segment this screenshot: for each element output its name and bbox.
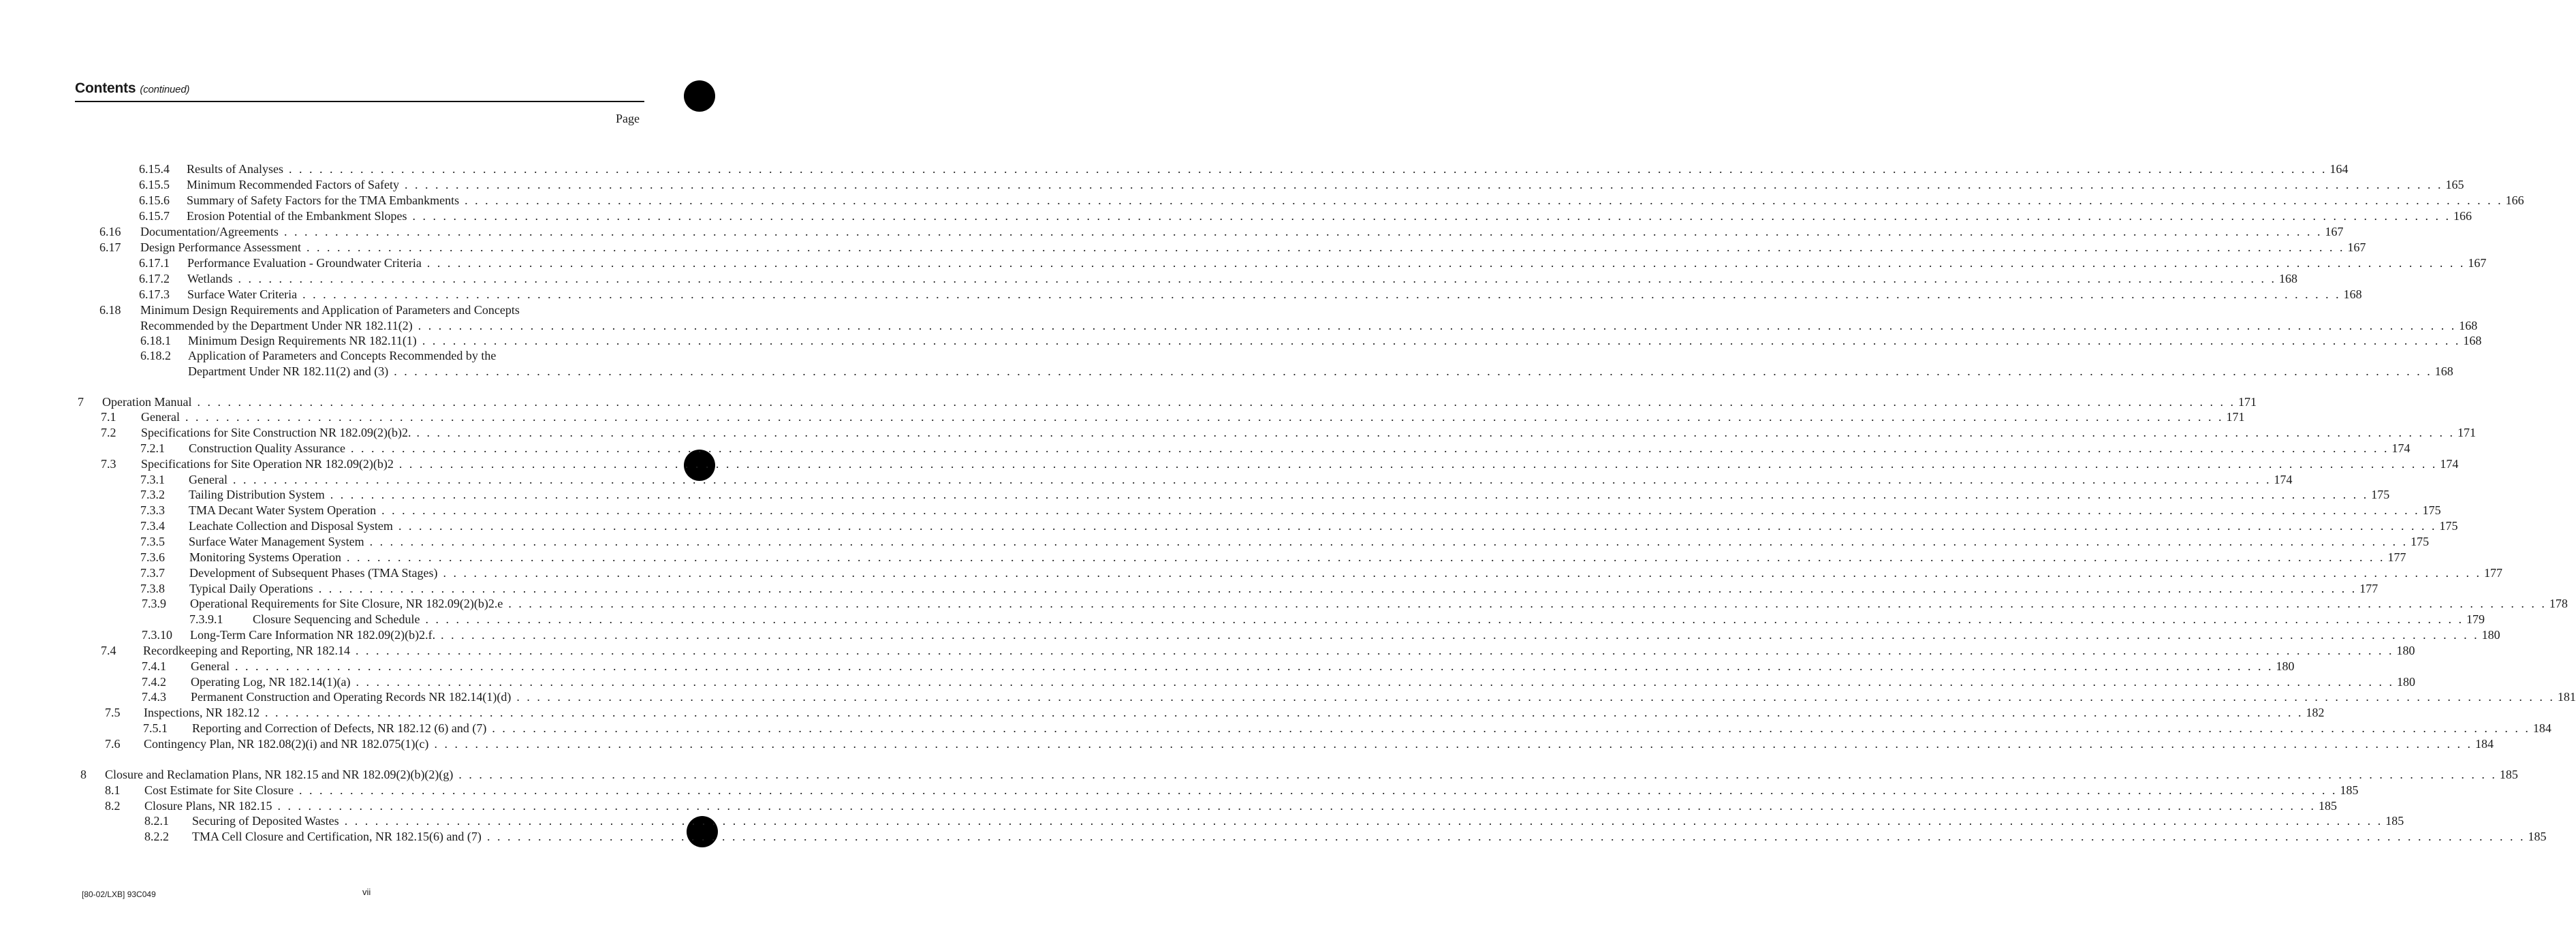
toc-entry-title: Contingency Plan, NR 182.08(2)(i) and NR 182.075(1)(c) [144, 737, 429, 751]
toc-entry-title: Performance Evaluation - Groundwater Criteria [187, 256, 422, 270]
dot-leader: . . . . . . . . . . . . . . . . . . . . . . . . . . . . . . . . . . . . . . . . . . . . . . . . . . . . . . . . . . . . . . . . . . . . . . . . . . . . . . . . . . . . . . . . . . . . . . . . . . . . . . . . . . . . . . . . . . . . . . . . . . . . . . . . . . . . . . . . . . . . . . . . . . . . . . . . . . . . . . . . . . . . . . . . . . . . . . . . . . . . . . . . . . . . . . . . . . . . . . . . [232, 473, 2272, 486]
toc-entry-page: 168 [2343, 287, 2362, 301]
toc-entry[interactable] [187, 255, 2487, 271]
toc-entry-title: Operation Manual [102, 395, 192, 409]
toc-entry-page: 180 [2276, 659, 2295, 673]
toc-entry[interactable] [187, 270, 2298, 287]
dot-leader: . . . . . . . . . . . . . . . . . . . . . . . . . . . . . . . . . . . . . . . . . . . . . . . . . . . . . . . . . . . . . . . . . . . . . . . . . . . . . . . . . . . . . . . . . . . . . . . . . . . . . . . . . . . . . . . . . . . . . . . . . . . . . . . . . . . . . . . . . . . . . . . . . . . . . . . . . . . . . . . . . . . . . . . . . . . . . . . . . . . . . . . . . . . . . . . . . . . . . . . . [356, 675, 2394, 689]
toc-entry-page: 181 [2557, 690, 2576, 704]
toc-entry-page: 174 [2440, 457, 2459, 471]
toc-entry[interactable] [187, 286, 2362, 302]
dot-leader: . . . . . . . . . . . . . . . . . . . . . . . . . . . . . . . . . . . . . . . . . . . . . . . . . . . . . . . . . . . . . . . . . . . . . . . . . . . . . . . . . . . . . . . . . . . . . . . . . . . . . . . . . . . . . . . . . . . . . . . . . . . . . . . . . . . . . . . . . . . . . . . . . . . . . . . . . . . . . . . . . . . . . . . . . . . . . . . . . . . . . . . . . . . . . . . . . . . . . . . . [425, 612, 2464, 626]
toc-entry-title: Permanent Construction and Operating Records NR 182.14(1)(d) [191, 690, 512, 704]
toc-entry-number: 7 [78, 395, 84, 409]
toc-entry-page: 184 [2532, 721, 2551, 735]
toc-entry-title: Recordkeeping and Reporting, NR 182.14 [143, 644, 350, 657]
toc-entry-number: 6.17.1 [139, 256, 170, 270]
toc-entry-number: 8.2.2 [144, 830, 169, 843]
toc-entry-page: 175 [2439, 519, 2458, 533]
toc-entry-number: 7.5 [105, 706, 121, 719]
toc-entry-number: 6.18.1 [140, 334, 171, 347]
dot-leader: . . . . . . . . . . . . . . . . . . . . . . . . . . . . . . . . . . . . . . . . . . . . . . . . . . . . . . . . . . . . . . . . . . . . . . . . . . . . . . . . . . . . . . . . . . . . . . . . . . . . . . . . . . . . . . . . . . . . . . . . . . . . . . . . . . . . . . . . . . . . . . . . . . . . . . . . . . . . . . . . . . . . . . . . . . . . . . . . . . . . . . . . . . . . . . . . . . . . . . . . [369, 535, 2408, 548]
toc-entry-title: Summary of Safety Factors for the TMA Embankments [187, 193, 460, 207]
toc-entry[interactable] [191, 689, 2576, 705]
toc-entry-number: 8.2.1 [144, 814, 169, 828]
dot-leader: . . . . . . . . . . . . . . . . . . . . . . . . . . . . . . . . . . . . . . . . . . . . . . . . . . . . . . . . . . . . . . . . . . . . . . . . . . . . . . . . . . . . . . . . . . . . . . . . . . . . . . . . . . . . . . . . . . . . . . . . . . . . . . . . . . . . . . . . . . . . . . . . . . . . . . . . . . . . . . . . . . . . . . . . . . . . . . . . . . . . . . . . . . . . . . . . . . . . . . . . [238, 272, 2277, 285]
toc-entry[interactable] [189, 533, 2430, 550]
toc-entry-title: Inspections, NR 182.12 [144, 706, 260, 719]
toc-entry[interactable] [192, 828, 2547, 845]
toc-entry-title: Closure Sequencing and Schedule [253, 612, 420, 626]
toc-entry-title: General [189, 473, 227, 486]
toc-entry-title: Monitoring Systems Operation [189, 550, 341, 564]
dot-leader: . . . . . . . . . . . . . . . . . . . . . . . . . . . . . . . . . . . . . . . . . . . . . . . . . . . . . . . . . . . . . . . . . . . . . . . . . . . . . . . . . . . . . . . . . . . . . . . . . . . . . . . . . . . . . . . . . . . . . . . . . . . . . . . . . . . . . . . . . . . . . . . . . . . . . . . . . . . . . . . . . . . . . . . . . . . . . . . . . . . . . . . . . . . . . . . . . . . . . . . . [404, 178, 2443, 191]
toc-entry-title: Specifications for Site Construction NR 182.09(2)(b)2. [141, 426, 411, 439]
toc-entry-page: 178 [2549, 597, 2568, 610]
toc-entry-page: 179 [2466, 612, 2485, 626]
toc-entry[interactable] [192, 813, 2404, 829]
toc-entry-page: 174 [2274, 473, 2293, 486]
dot-leader: . . . . . . . . . . . . . . . . . . . . . . . . . . . . . . . . . . . . . . . . . . . . . . . . . . . . . . . . . . . . . . . . . . . . . . . . . . . . . . . . . . . . . . . . . . . . . . . . . . . . . . . . . . . . . . . . . . . . . . . . . . . . . . . . . . . . . . . . . . . . . . . . . . . . . . . . . . . . . . . . . . . . . . . . . . . . . . . . . . . . . . . . . . . . . . . . . . . . . . . . [398, 519, 2437, 533]
toc-entry-title[interactable]: Application of Parameters and Concepts Recommended by the [188, 349, 497, 362]
toc-entry[interactable] [187, 161, 2349, 177]
dot-leader: . . . . . . . . . . . . . . . . . . . . . . . . . . . . . . . . . . . . . . . . . . . . . . . . . . . . . . . . . . . . . . . . . . . . . . . . . . . . . . . . . . . . . . . . . . . . . . . . . . . . . . . . . . . . . . . . . . . . . . . . . . . . . . . . . . . . . . . . . . . . . . . . . . . . . . . . . . . . . . . . . . . . . . . . . . . . . . . . . . . . . . . . . . . . . . . . . . . . . . . . [465, 193, 2503, 207]
toc-entry[interactable] [187, 192, 2524, 208]
toc-entry-title: General [191, 659, 230, 673]
toc-entry[interactable] [144, 704, 2325, 721]
dot-leader: . . . . . . . . . . . . . . . . . . . . . . . . . . . . . . . . . . . . . . . . . . . . . . . . . . . . . . . . . . . . . . . . . . . . . . . . . . . . . . . . . . . . . . . . . . . . . . . . . . . . . . . . . . . . . . . . . . . . . . . . . . . . . . . . . . . . . . . . . . . . . . . . . . . . . . . . . . . . . . . . . . . . . . . . . . . . . . . . . . . . . . . . . . . . . . . . . . . . . . . . [318, 582, 2357, 595]
toc-entry-title: Operating Log, NR 182.14(1)(a) [191, 675, 351, 689]
toc-entry-title: Surface Water Management System [189, 535, 364, 548]
toc-entry-page: 185 [2319, 799, 2338, 813]
toc-entry-title: Construction Quality Assurance [189, 441, 345, 455]
toc-entry-number: 7.3.9.1 [189, 612, 223, 626]
toc-entry-number: 6.17 [99, 240, 121, 254]
toc-entry[interactable] [141, 424, 2476, 441]
toc-entry-number: 6.17.3 [139, 287, 170, 301]
toc-entry-number: 7.3.1 [140, 473, 165, 486]
toc-entry-number: 6.17.2 [139, 272, 170, 285]
dot-leader: . . . . . . . . . . . . . . . . . . . . . . . . . . . . . . . . . . . . . . . . . . . . . . . . . . . . . . . . . . . . . . . . . . . . . . . . . . . . . . . . . . . . . . . . . . . . . . . . . . . . . . . . . . . . . . . . . . . . . . . . . . . . . . . . . . . . . . . . . . . . . . . . . . . . . . . . . . . . . . . . . . . . . . . . . . . . . . . . . . . . . . . . . . . . . . . . . . . . . . . . [398, 457, 2438, 471]
dot-leader: . . . . . . . . . . . . . . . . . . . . . . . . . . . . . . . . . . . . . . . . . . . . . . . . . . . . . . . . . . . . . . . . . . . . . . . . . . . . . . . . . . . . . . . . . . . . . . . . . . . . . . . . . . . . . . . . . . . . . . . . . . . . . . . . . . . . . . . . . . . . . . . . . . . . . . . . . . . . . . . . . . . . . . . . . . . . . . . . . . . . . . . . . . . . . . . . . . . . . . . . [416, 426, 2455, 439]
toc-entry-number: 7.6 [105, 737, 121, 751]
toc-entry-page: 175 [2371, 488, 2390, 501]
toc-entry-number: 6.15.7 [139, 209, 170, 223]
toc-entry-page: 184 [2475, 737, 2494, 751]
toc-entry[interactable] [105, 766, 2518, 783]
toc-entry[interactable] [189, 518, 2458, 534]
page-number: vii [362, 887, 371, 897]
toc-entry-page: 174 [2391, 441, 2410, 455]
toc-entry-number: 8.2 [105, 799, 121, 813]
header-rule [75, 101, 644, 102]
toc-entry-page: 171 [2237, 395, 2257, 409]
toc-entry-title: Cost Estimate for Site Closure [144, 783, 294, 797]
toc-entry-title: TMA Decant Water System Operation [189, 503, 377, 517]
page-title [75, 80, 189, 97]
dot-leader: . . . . . . . . . . . . . . . . . . . . . . . . . . . . . . . . . . . . . . . . . . . . . . . . . . . . . . . . . . . . . . . . . . . . . . . . . . . . . . . . . . . . . . . . . . . . . . . . . . . . . . . . . . . . . . . . . . . . . . . . . . . . . . . . . . . . . . . . . . . . . . . . . . . . . . . . . . . . . . . . . . . . . . . . . . . . . . . . . . . . . . . . . . . . . . . . . . . . . . . . [508, 597, 2547, 610]
toc-entry[interactable] [102, 394, 2257, 410]
toc-entry-title: Operational Requirements for Site Closure, NR 182.09(2)(b)2.e [190, 597, 503, 610]
toc-entry-page: 185 [2340, 783, 2359, 797]
toc-entry-title: Long-Term Care Information NR 182.09(2)(b)2.f. [190, 628, 436, 642]
toc-entry[interactable] [188, 363, 2453, 379]
toc-entry-title: Design Performance Assessment [140, 240, 301, 254]
toc-entry-number: 8.1 [105, 783, 121, 797]
toc-entry[interactable] [189, 549, 2406, 565]
toc-entry-number: 7.2 [101, 426, 116, 439]
dot-leader: . . . . . . . . . . . . . . . . . . . . . . . . . . . . . . . . . . . . . . . . . . . . . . . . . . . . . . . . . . . . . . . . . . . . . . . . . . . . . . . . . . . . . . . . . . . . . . . . . . . . . . . . . . . . . . . . . . . . . . . . . . . . . . . . . . . . . . . . . . . . . . . . . . . . . . . . . . . . . . . . . . . . . . . . . . . . . . . . . . . . . . . . . . . . . . . . . . . . . . . . [412, 209, 2451, 223]
toc-entry[interactable] [191, 674, 2415, 690]
toc-entry[interactable] [141, 456, 2459, 472]
toc-entry-page: 177 [2359, 582, 2378, 595]
dot-leader: . . . . . . . . . . . . . . . . . . . . . . . . . . . . . . . . . . . . . . . . . . . . . . . . . . . . . . . . . . . . . . . . . . . . . . . . . . . . . . . . . . . . . . . . . . . . . . . . . . . . . . . . . . . . . . . . . . . . . . . . . . . . . . . . . . . . . . . . . . . . . . . . . . . . . . . . . . . . . . . . . . . . . . . . . . . . . . . . . . . . . . . . . . . . . . . . . . . . . . . . [330, 488, 2369, 501]
dot-leader: . . . . . . . . . . . . . . . . . . . . . . . . . . . . . . . . . . . . . . . . . . . . . . . . . . . . . . . . . . . . . . . . . . . . . . . . . . . . . . . . . . . . . . . . . . . . . . . . . . . . . . . . . . . . . . . . . . . . . . . . . . . . . . . . . . . . . . . . . . . . . . . . . . . . . . . . . . . . . . . . . . . . . . . . . . . . . . . . . . . . . . . . . . . . . . . . . . . . . . . . [381, 503, 2420, 517]
toc-entry-number: 6.15.4 [139, 162, 170, 176]
toc-entry-title: Erosion Potential of the Embankment Slopes [187, 209, 407, 223]
toc-entry-title: Leachate Collection and Disposal System [189, 519, 393, 533]
toc-entry[interactable] [187, 176, 2464, 193]
toc-entry-number: 6.16 [99, 225, 121, 238]
toc-entry-page: 180 [2396, 675, 2415, 689]
toc-entry[interactable] [191, 658, 2295, 674]
toc-entry-number: 7.3 [101, 457, 116, 471]
toc-entry-page: 168 [2434, 364, 2453, 378]
dot-leader: . . . . . . . . . . . . . . . . . . . . . . . . . . . . . . . . . . . . . . . . . . . . . . . . . . . . . . . . . . . . . . . . . . . . . . . . . . . . . . . . . . . . . . . . . . . . . . . . . . . . . . . . . . . . . . . . . . . . . . . . . . . . . . . . . . . . . . . . . . . . . . . . . . . . . . . . . . . . . . . . . . . . . . . . . . . . . . . . . . . . . . . . . . . . . . . . . . . . . . . . [234, 659, 2274, 673]
toc-entry-page: 166 [2505, 193, 2524, 207]
toc-entry-page: 180 [2481, 628, 2500, 642]
toc-entry[interactable] [190, 595, 2568, 612]
toc-entry-title: Reporting and Correction of Defects, NR 182.12 (6) and (7) [192, 721, 487, 735]
toc-entry-title: Minimum Recommended Factors of Safety [187, 178, 399, 191]
toc-entry-title: TMA Cell Closure and Certification, NR 182.15(6) and (7) [192, 830, 482, 843]
toc-entry[interactable] [189, 486, 2390, 503]
dot-leader: . . . . . . . . . . . . . . . . . . . . . . . . . . . . . . . . . . . . . . . . . . . . . . . . . . . . . . . . . . . . . . . . . . . . . . . . . . . . . . . . . . . . . . . . . . . . . . . . . . . . . . . . . . . . . . . . . . . . . . . . . . . . . . . . . . . . . . . . . . . . . . . . . . . . . . . . . . . . . . . . . . . . . . . . . . . . . . . . . . . . . . . . . . . . . . . . . . . . . . . . [443, 566, 2481, 580]
toc-entry[interactable] [189, 502, 2441, 518]
toc-entry-title: Development of Subsequent Phases (TMA Stages) [189, 566, 438, 580]
toc-entry-page: 175 [2422, 503, 2441, 517]
toc-entry-number: 6.18 [99, 303, 121, 317]
toc-entry[interactable] [144, 798, 2338, 814]
toc-entry-number: 8 [80, 768, 87, 781]
toc-entry[interactable] [187, 208, 2472, 224]
toc-entry-number: 7.4 [101, 644, 116, 657]
toc-entry-title: Results of Analyses [187, 162, 283, 176]
toc-entry[interactable] [140, 239, 2366, 255]
toc-entry-title: Surface Water Criteria [187, 287, 298, 301]
toc-entry[interactable] [188, 332, 2482, 349]
toc-entry-title[interactable]: Minimum Design Requirements and Application of Parameters and Concepts [140, 303, 520, 317]
title-text: Contents [75, 80, 136, 96]
toc-entry-title: General [141, 410, 180, 424]
toc-entry-number: 7.3.5 [140, 535, 165, 548]
toc-entry-page: 185 [2385, 814, 2404, 828]
toc-entry-page: 175 [2410, 535, 2430, 548]
toc-entry-title: Minimum Design Requirements NR 182.11(1) [188, 334, 417, 347]
toc-entry[interactable] [144, 782, 2359, 798]
dot-leader: . . . . . . . . . . . . . . . . . . . . . . . . . . . . . . . . . . . . . . . . . . . . . . . . . . . . . . . . . . . . . . . . . . . . . . . . . . . . . . . . . . . . . . . . . . . . . . . . . . . . . . . . . . . . . . . . . . . . . . . . . . . . . . . . . . . . . . . . . . . . . . . . . . . . . . . . . . . . . . . . . . . . . . . . . . . . . . . . . . . . . . . . . . . . . . . . . . . . . . . . [344, 814, 2383, 828]
document-code: [80-02/LXB] 93C049 [82, 890, 156, 899]
toc-entry-number: 7.3.10 [142, 628, 172, 642]
dot-leader: . . . . . . . . . . . . . . . . . . . . . . . . . . . . . . . . . . . . . . . . . . . . . . . . . . . . . . . . . . . . . . . . . . . . . . . . . . . . . . . . . . . . . . . . . . . . . . . . . . . . . . . . . . . . . . . . . . . . . . . . . . . . . . . . . . . . . . . . . . . . . . . . . . . . . . . . . . . . . . . . . . . . . . . . . . . . . . . . . . . . . . . . . . . . . . . . . . . . . . . . [302, 287, 2341, 301]
toc-entry-number: 7.1 [101, 410, 116, 424]
toc-entry-number: 7.2.1 [140, 441, 165, 455]
title-continued: (continued) [140, 84, 190, 95]
toc-entry-title: Wetlands [187, 272, 233, 285]
dot-leader: . . . . . . . . . . . . . . . . . . . . . . . . . . . . . . . . . . . . . . . . . . . . . . . . . . . . . . . . . . . . . . . . . . . . . . . . . . . . . . . . . . . . . . . . . . . . . . . . . . . . . . . . . . . . . . . . . . . . . . . . . . . . . . . . . . . . . . . . . . . . . . . . . . . . . . . . . . . . . . . . . . . . . . . . . . . . . . . . . . . . . . . . . . . . . . . . . . . . . . . . [418, 319, 2457, 332]
toc-entry-title: Closure and Reclamation Plans, NR 182.15 and NR 182.09(2)(b)(2)(g) [105, 768, 454, 781]
toc-entry[interactable] [140, 223, 2344, 240]
toc-entry-title: Securing of Deposited Wastes [192, 814, 339, 828]
dot-leader: . . . . . . . . . . . . . . . . . . . . . . . . . . . . . . . . . . . . . . . . . . . . . . . . . . . . . . . . . . . . . . . . . . . . . . . . . . . . . . . . . . . . . . . . . . . . . . . . . . . . . . . . . . . . . . . . . . . . . . . . . . . . . . . . . . . . . . . . . . . . . . . . . . . . . . . . . . . . . . . . . . . . . . . . . . . . . . . . . . . . . . . . . . . . . . . . . . . . . . . . [197, 395, 2235, 409]
dot-leader: . . . . . . . . . . . . . . . . . . . . . . . . . . . . . . . . . . . . . . . . . . . . . . . . . . . . . . . . . . . . . . . . . . . . . . . . . . . . . . . . . . . . . . . . . . . . . . . . . . . . . . . . . . . . . . . . . . . . . . . . . . . . . . . . . . . . . . . . . . . . . . . . . . . . . . . . . . . . . . . . . . . . . . . . . . . . . . . . . . . . . . . . . . . . . . . . . . . . . . . . [355, 644, 2394, 657]
toc-entry-title: Typical Daily Operations [189, 582, 313, 595]
toc-entry-number: 6.15.5 [139, 178, 170, 191]
toc-entry-title-continued: Recommended by the Department Under NR 182.11(2) [140, 319, 413, 332]
toc-entry-page: 177 [2387, 550, 2406, 564]
toc-entry-page: 180 [2396, 644, 2415, 657]
toc-entry[interactable] [189, 565, 2502, 581]
toc-entry[interactable] [190, 627, 2500, 643]
toc-entry[interactable] [253, 611, 2485, 627]
dot-leader: . . . . . . . . . . . . . . . . . . . . . . . . . . . . . . . . . . . . . . . . . . . . . . . . . . . . . . . . . . . . . . . . . . . . . . . . . . . . . . . . . . . . . . . . . . . . . . . . . . . . . . . . . . . . . . . . . . . . . . . . . . . . . . . . . . . . . . . . . . . . . . . . . . . . . . . . . . . . . . . . . . . . . . . . . . . . . . . . . . . . . . . . . . . . . . . . . . . . . . . . [306, 240, 2345, 254]
dot-leader: . . . . . . . . . . . . . . . . . . . . . . . . . . . . . . . . . . . . . . . . . . . . . . . . . . . . . . . . . . . . . . . . . . . . . . . . . . . . . . . . . . . . . . . . . . . . . . . . . . . . . . . . . . . . . . . . . . . . . . . . . . . . . . . . . . . . . . . . . . . . . . . . . . . . . . . . . . . . . . . . . . . . . . . . . . . . . . . . . . . . . . . . . . . . . . . . . . . . . . . . [458, 768, 2497, 781]
toc-entry-page: 168 [2279, 272, 2298, 285]
toc-entry-title: Tailing Distribution System [189, 488, 325, 501]
toc-entry-number: 7.3.4 [140, 519, 165, 533]
toc-entry-page: 171 [2457, 426, 2476, 439]
dot-leader: . . . . . . . . . . . . . . . . . . . . . . . . . . . . . . . . . . . . . . . . . . . . . . . . . . . . . . . . . . . . . . . . . . . . . . . . . . . . . . . . . . . . . . . . . . . . . . . . . . . . . . . . . . . . . . . . . . . . . . . . . . . . . . . . . . . . . . . . . . . . . . . . . . . . . . . . . . . . . . . . . . . . . . . . . . . . . . . . . . . . . . . . . . . . . . . . . . . . . . . . [277, 799, 2316, 813]
toc-entry[interactable] [144, 736, 2494, 752]
toc-entry-title-continued: Department Under NR 182.11(2) and (3) [188, 364, 389, 378]
dot-leader: . . . . . . . . . . . . . . . . . . . . . . . . . . . . . . . . . . . . . . . . . . . . . . . . . . . . . . . . . . . . . . . . . . . . . . . . . . . . . . . . . . . . . . . . . . . . . . . . . . . . . . . . . . . . . . . . . . . . . . . . . . . . . . . . . . . . . . . . . . . . . . . . . . . . . . . . . . . . . . . . . . . . . . . . . . . . . . . . . . . . . . . . . . . . . . . . . . . . . . . . [486, 830, 2526, 843]
toc-entry-number: 6.18.2 [140, 349, 171, 362]
punch-hole-top [684, 80, 715, 112]
toc-entry[interactable] [189, 580, 2378, 597]
dot-leader: . . . . . . . . . . . . . . . . . . . . . . . . . . . . . . . . . . . . . . . . . . . . . . . . . . . . . . . . . . . . . . . . . . . . . . . . . . . . . . . . . . . . . . . . . . . . . . . . . . . . . . . . . . . . . . . . . . . . . . . . . . . . . . . . . . . . . . . . . . . . . . . . . . . . . . . . . . . . . . . . . . . . . . . . . . . . . . . . . . . . . . . . . . . . . . . . . . . . . . . . [265, 706, 2304, 719]
toc-entry-page: 185 [2528, 830, 2547, 843]
toc-entry-number: 6.15.6 [139, 193, 170, 207]
toc-entry-page: 167 [2347, 240, 2366, 254]
dot-leader: . . . . . . . . . . . . . . . . . . . . . . . . . . . . . . . . . . . . . . . . . . . . . . . . . . . . . . . . . . . . . . . . . . . . . . . . . . . . . . . . . . . . . . . . . . . . . . . . . . . . . . . . . . . . . . . . . . . . . . . . . . . . . . . . . . . . . . . . . . . . . . . . . . . . . . . . . . . . . . . . . . . . . . . . . . . . . . . . . . . . . . . . . . . . . . . . . . . . . . . . [283, 225, 2323, 238]
dot-leader: . . . . . . . . . . . . . . . . . . . . . . . . . . . . . . . . . . . . . . . . . . . . . . . . . . . . . . . . . . . . . . . . . . . . . . . . . . . . . . . . . . . . . . . . . . . . . . . . . . . . . . . . . . . . . . . . . . . . . . . . . . . . . . . . . . . . . . . . . . . . . . . . . . . . . . . . . . . . . . . . . . . . . . . . . . . . . . . . . . . . . . . . . . . . . . . . . . . . . . . . [492, 721, 2530, 735]
toc-entry-page: 185 [2499, 768, 2518, 781]
toc-entry-page: 182 [2306, 706, 2325, 719]
toc-entry-number: 7.3.3 [140, 503, 165, 517]
toc-entry-number: 7.5.1 [143, 721, 168, 735]
toc-entry-page: 167 [2325, 225, 2344, 238]
toc-entry-page: 171 [2226, 410, 2245, 424]
toc-entry-number: 7.3.2 [140, 488, 165, 501]
dot-leader: . . . . . . . . . . . . . . . . . . . . . . . . . . . . . . . . . . . . . . . . . . . . . . . . . . . . . . . . . . . . . . . . . . . . . . . . . . . . . . . . . . . . . . . . . . . . . . . . . . . . . . . . . . . . . . . . . . . . . . . . . . . . . . . . . . . . . . . . . . . . . . . . . . . . . . . . . . . . . . . . . . . . . . . . . . . . . . . . . . . . . . . . . . . . . . . . . . . . . . . . [289, 162, 2327, 176]
toc-entry-page: 167 [2468, 256, 2487, 270]
toc-entry-number: 7.4.1 [142, 659, 166, 673]
dot-leader: . . . . . . . . . . . . . . . . . . . . . . . . . . . . . . . . . . . . . . . . . . . . . . . . . . . . . . . . . . . . . . . . . . . . . . . . . . . . . . . . . . . . . . . . . . . . . . . . . . . . . . . . . . . . . . . . . . . . . . . . . . . . . . . . . . . . . . . . . . . . . . . . . . . . . . . . . . . . . . . . . . . . . . . . . . . . . . . . . . . . . . . . . . . . . . . . . . . . . . . . [350, 441, 2389, 455]
toc-entry-page: 177 [2483, 566, 2502, 580]
toc-entry[interactable] [189, 440, 2410, 456]
toc-entry-number: 7.3.6 [140, 550, 165, 564]
dot-leader: . . . . . . . . . . . . . . . . . . . . . . . . . . . . . . . . . . . . . . . . . . . . . . . . . . . . . . . . . . . . . . . . . . . . . . . . . . . . . . . . . . . . . . . . . . . . . . . . . . . . . . . . . . . . . . . . . . . . . . . . . . . . . . . . . . . . . . . . . . . . . . . . . . . . . . . . . . . . . . . . . . . . . . . . . . . . . . . . . . . . . . . . . . . . . . . . . . . . . . . . [347, 550, 2385, 564]
toc-entry-title: Specifications for Site Operation NR 182.09(2)(b)2 [141, 457, 394, 471]
toc-entry-number: 7.4.2 [142, 675, 166, 689]
dot-leader: . . . . . . . . . . . . . . . . . . . . . . . . . . . . . . . . . . . . . . . . . . . . . . . . . . . . . . . . . . . . . . . . . . . . . . . . . . . . . . . . . . . . . . . . . . . . . . . . . . . . . . . . . . . . . . . . . . . . . . . . . . . . . . . . . . . . . . . . . . . . . . . . . . . . . . . . . . . . . . . . . . . . . . . . . . . . . . . . . . . . . . . . . . . . . . . . . . . . . . . . [422, 334, 2461, 347]
dot-leader: . . . . . . . . . . . . . . . . . . . . . . . . . . . . . . . . . . . . . . . . . . . . . . . . . . . . . . . . . . . . . . . . . . . . . . . . . . . . . . . . . . . . . . . . . . . . . . . . . . . . . . . . . . . . . . . . . . . . . . . . . . . . . . . . . . . . . . . . . . . . . . . . . . . . . . . . . . . . . . . . . . . . . . . . . . . . . . . . . . . . . . . . . . . . . . . . . . . . . . . . [441, 628, 2479, 642]
toc-entry-page: 168 [2459, 319, 2478, 332]
dot-leader: . . . . . . . . . . . . . . . . . . . . . . . . . . . . . . . . . . . . . . . . . . . . . . . . . . . . . . . . . . . . . . . . . . . . . . . . . . . . . . . . . . . . . . . . . . . . . . . . . . . . . . . . . . . . . . . . . . . . . . . . . . . . . . . . . . . . . . . . . . . . . . . . . . . . . . . . . . . . . . . . . . . . . . . . . . . . . . . . . . . . . . . . . . . . . . . . . . . . . . . . [434, 737, 2472, 751]
toc-entry-title: Closure Plans, NR 182.15 [144, 799, 272, 813]
toc-entry[interactable] [189, 471, 2293, 488]
toc-entry[interactable] [141, 409, 2245, 425]
dot-leader: . . . . . . . . . . . . . . . . . . . . . . . . . . . . . . . . . . . . . . . . . . . . . . . . . . . . . . . . . . . . . . . . . . . . . . . . . . . . . . . . . . . . . . . . . . . . . . . . . . . . . . . . . . . . . . . . . . . . . . . . . . . . . . . . . . . . . . . . . . . . . . . . . . . . . . . . . . . . . . . . . . . . . . . . . . . . . . . . . . . . . . . . . . . . . . . . . . . . . . . . [185, 410, 2224, 424]
dot-leader: . . . . . . . . . . . . . . . . . . . . . . . . . . . . . . . . . . . . . . . . . . . . . . . . . . . . . . . . . . . . . . . . . . . . . . . . . . . . . . . . . . . . . . . . . . . . . . . . . . . . . . . . . . . . . . . . . . . . . . . . . . . . . . . . . . . . . . . . . . . . . . . . . . . . . . . . . . . . . . . . . . . . . . . . . . . . . . . . . . . . . . . . . . . . . . . . . . . . . . . . [298, 783, 2338, 797]
toc-entry[interactable] [192, 720, 2551, 736]
toc-entry-page: 164 [2329, 162, 2349, 176]
toc-entry-page: 168 [2463, 334, 2482, 347]
toc-entry-title: Documentation/Agreements [140, 225, 279, 238]
toc-entry-number: 7.4.3 [142, 690, 166, 704]
toc-entry-page: 165 [2445, 178, 2464, 191]
dot-leader: . . . . . . . . . . . . . . . . . . . . . . . . . . . . . . . . . . . . . . . . . . . . . . . . . . . . . . . . . . . . . . . . . . . . . . . . . . . . . . . . . . . . . . . . . . . . . . . . . . . . . . . . . . . . . . . . . . . . . . . . . . . . . . . . . . . . . . . . . . . . . . . . . . . . . . . . . . . . . . . . . . . . . . . . . . . . . . . . . . . . . . . . . . . . . . . . . . . . . . . . [394, 364, 2432, 378]
page-column-label: Page [616, 112, 640, 125]
dot-leader: . . . . . . . . . . . . . . . . . . . . . . . . . . . . . . . . . . . . . . . . . . . . . . . . . . . . . . . . . . . . . . . . . . . . . . . . . . . . . . . . . . . . . . . . . . . . . . . . . . . . . . . . . . . . . . . . . . . . . . . . . . . . . . . . . . . . . . . . . . . . . . . . . . . . . . . . . . . . . . . . . . . . . . . . . . . . . . . . . . . . . . . . . . . . . . . . . . . . . . . . [516, 690, 2555, 704]
toc-entry-number: 7.3.7 [140, 566, 165, 580]
dot-leader: . . . . . . . . . . . . . . . . . . . . . . . . . . . . . . . . . . . . . . . . . . . . . . . . . . . . . . . . . . . . . . . . . . . . . . . . . . . . . . . . . . . . . . . . . . . . . . . . . . . . . . . . . . . . . . . . . . . . . . . . . . . . . . . . . . . . . . . . . . . . . . . . . . . . . . . . . . . . . . . . . . . . . . . . . . . . . . . . . . . . . . . . . . . . . . . . . . . . . . . . [426, 256, 2466, 270]
toc-entry-number: 7.3.9 [142, 597, 166, 610]
toc-entry-page: 166 [2453, 209, 2472, 223]
toc-entry[interactable] [143, 642, 2415, 659]
toc-entry[interactable] [140, 317, 2478, 334]
toc-entry-number: 7.3.8 [140, 582, 165, 595]
